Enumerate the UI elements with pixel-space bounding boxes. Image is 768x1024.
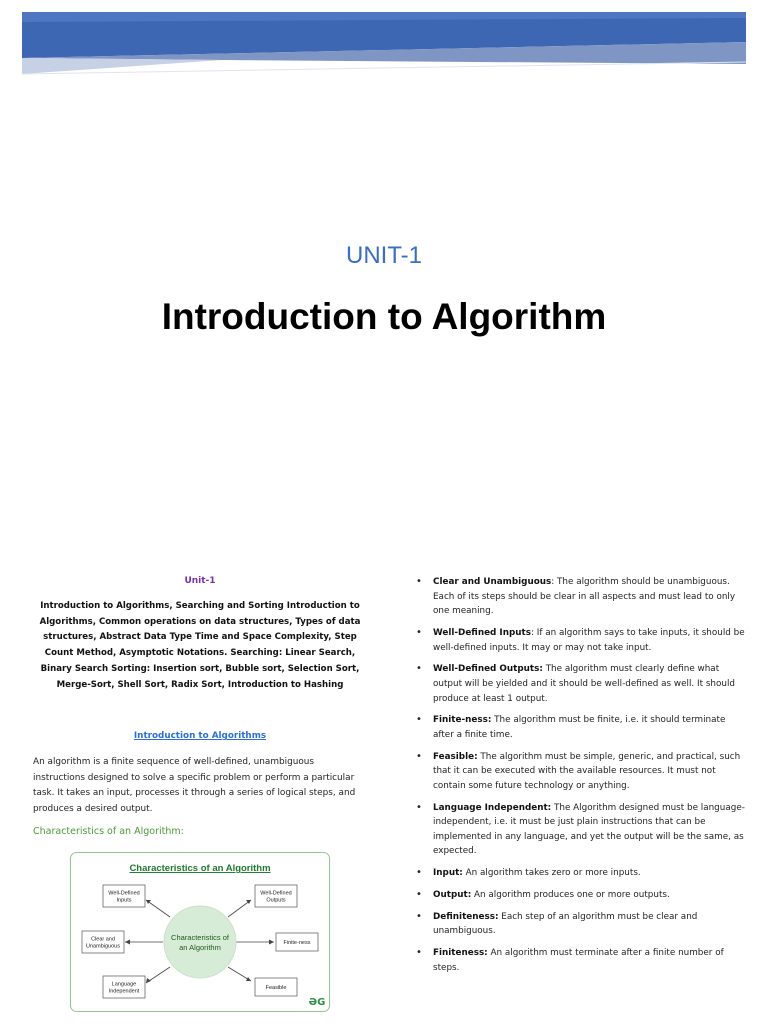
bullet-icon: • [416,576,422,587]
bullet-icon: • [416,750,422,762]
header-banner [22,12,746,76]
bullet-icon: • [416,663,422,675]
characteristic-term: Well-Defined Inputs [433,627,531,638]
characteristic-item: • Clear and Unambiguous: The algorithm should be unambiguous. Each of its steps should be clear in all aspects and must lead to only one meaning. [416,576,736,617]
left-column [33,576,367,837]
characteristic-item [414,946,746,975]
characteristic-item [414,866,746,881]
bullet-icon: • [416,626,422,638]
characteristic-term: Definiteness: [433,911,499,922]
diagram-box-label: Feasible [265,985,287,991]
characteristic-desc: An algorithm takes zero or more inputs. [465,868,641,879]
diagram-box-label: Outputs [266,897,286,904]
syllabus-text: Introduction to Algorithms, Searching and Sorting Introduction to Algorithms, Common operations on data structures, Types of data structures, Abstract Data Type Time and Space Complexity, Step Count Method, Asymptotic Notations. Searching: Linear Search, Binary Search Sorting: Insertion sort, Bubble sort, Selection Sort, Merge-Sort, Shell Sort, Radix Sort, Introduction to Hashing [39,601,361,690]
characteristic-desc: If an algorithm says to take inputs, it should be well-defined inputs. It may or may not take input. [433,627,745,653]
characteristic-term: Output: [433,890,472,900]
characteristic-desc: The algorithm should be unambiguous. Each of its steps should be clear in all aspects and must lead to only one meaning. [433,577,736,617]
intro-link[interactable]: Introduction to Algorithms [133,731,267,742]
characteristic-item [414,662,746,706]
characteristic-desc: Each step of an algorithm must be clear and unambiguous. [433,911,698,937]
diagram-center-node [164,906,236,978]
bullet-icon: • [416,801,422,813]
characteristics-list [414,575,746,975]
characteristic-term: Clear and Unambiguous [433,577,552,587]
characteristics-diagram [70,852,330,1012]
diagram-logo: ƏG [308,997,326,1008]
characteristic-term: Feasible: [433,751,478,762]
right-column [414,575,746,983]
diagram-box-label: Inputs [116,897,132,904]
diagram-box-label: Finite-ness [283,940,311,946]
characteristic-desc: The algorithm must be simple, generic, and practical, such that it can be executed with the available resources. It must not contain some future technology or anything. [433,751,741,791]
characteristic-desc: An algorithm must terminate after a finite number of steps. [433,948,724,973]
characteristic-term: Input: [433,868,463,879]
diagram-box-label: Language [111,981,137,988]
characteristic-term: Well-Defined Outputs: [433,664,543,675]
diagram-box-label: Independent [108,988,140,995]
characteristic-term: Finite-ness: [433,715,492,726]
bullet-icon: • [416,889,422,900]
characteristic-item [414,888,746,903]
characteristic-item [414,910,746,939]
intro-paragraph: An algorithm is a finite sequence of well-defined, unambiguous instructions designed to solve a specific problem or perform a particular task. It takes an input, processes it through a series of logical steps, and produces a desired output. [33,757,356,814]
unit-heading: UNIT-1 [345,242,422,269]
diagram-box-label: Unambiguous [86,943,120,950]
page-title: Introduction to Algorithm [161,296,607,337]
syllabus-heading: Unit-1 [184,576,216,586]
characteristic-desc: The algorithm must clearly define what output will be yielded and it should be well-defined as well. It should produce at least 1 output. [433,664,735,704]
diagram-box-label: Clear and [91,936,115,943]
characteristic-term: Language Independent: [433,802,552,813]
diagram-title: Characteristics of an Algorithm [129,863,271,874]
characteristic-item [414,801,746,859]
characteristic-item [414,750,746,794]
diagram-center-line1: Characteristics of [171,933,229,942]
bullet-icon: • [416,867,422,879]
characteristic-item: • Well-Defined Inputs: If an algorithm says to take inputs, it should be well-defined inputs. It may or may not take input. [416,626,745,653]
characteristics-heading: Characteristics of an Algorithm: [33,825,184,837]
characteristic-desc: The Algorithm designed must be language-independent, i.e. it must be just plain instructions that can be implemented in any language, and yet the output will be the same, as expected. [433,802,745,857]
diagram-box-label: Well-Defined [108,890,140,897]
bullet-icon: • [416,910,422,922]
bullet-icon: • [416,714,422,726]
diagram-center-line2: an Algorithm [179,943,221,952]
characteristic-item [414,713,746,742]
characteristic-desc: The algorithm must be finite, i.e. it should terminate after a finite time. [433,715,726,740]
characteristic-term: Finiteness: [433,948,488,959]
characteristic-desc: An algorithm produces one or more outputs. [474,890,670,900]
diagram-box-label: Well-Defined [260,890,292,897]
bullet-icon: • [416,947,422,959]
